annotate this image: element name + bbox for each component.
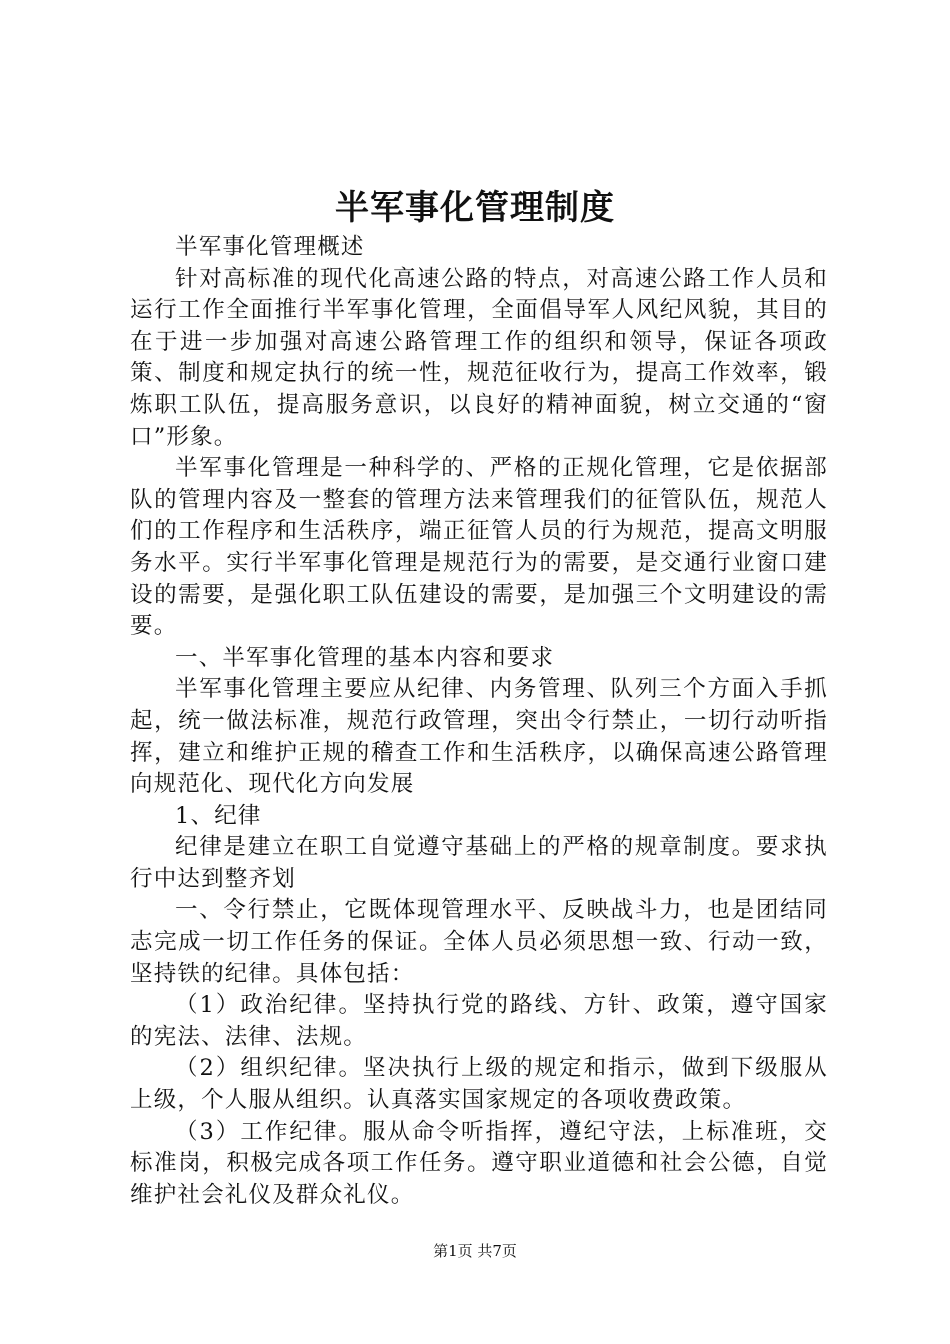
- list-item: （2）组织纪律。坚决执行上级的规定和指示，做到下级服从上级，个人服从组织。认真落实国家规定的各项收费政策。: [130, 1055, 828, 1114]
- document-title: 半军事化管理制度: [335, 188, 615, 228]
- subsection-heading: 1、纪律: [175, 802, 262, 829]
- document-body: [130, 232, 828, 1211]
- paragraph: 半军事化管理是一种科学的、严格的正规化管理，它是依据部队的管理内容及一整套的管理方法来管理我们的征管队伍，规范人们的工作程序和生活秩序，端正征管人员的行为规范，提高文明服务水平。实行半军事化管理是规范行为的需要，是交通行业窗口建设的需要，是强化职工队伍建设的需要，是加强三个文明建设的需要。: [130, 455, 828, 640]
- paragraph: 半军事化管理主要应从纪律、内务管理、队列三个方面入手抓起，统一做法标准，规范行政管理，突出令行禁止，一切行动听指挥，建立和维护正规的稽查工作和生活秩序，以确保高速公路管理向规范化、现代化方向发展: [130, 676, 828, 798]
- list-item: （3）工作纪律。服从命令听指挥，遵纪守法，上标准班，交标准岗，积极完成各项工作任务。遵守职业道德和社会公德，自觉维护社会礼仪及群众礼仪。: [130, 1118, 828, 1208]
- paragraph: 一、令行禁止，它既体现管理水平、反映战斗力，也是团结同志完成一切工作任务的保证。全体人员必须思想一致、行动一致，坚持铁的纪律。具体包括：: [130, 897, 828, 987]
- page-footer: 第1页 共7页: [433, 1242, 517, 1260]
- section-heading: 一、半军事化管理的基本内容和要求: [175, 644, 555, 671]
- paragraph-overview-heading: 半军事化管理概述: [175, 234, 365, 260]
- list-item: （1）政治纪律。坚持执行党的路线、方针、政策，遵守国家的宪法、法律、法规。: [130, 992, 828, 1050]
- paragraph: 纪律是建立在职工自觉遵守基础上的严格的规章制度。要求执行中达到整齐划: [130, 834, 828, 892]
- paragraph: 针对高标准的现代化高速公路的特点，对高速公路工作人员和运行工作全面推行半军事化管理，全面倡导军人风纪风貌，其目的在于进一步加强对高速公路管理工作的组织和领导，保证各项政策、制度和规定执行的统一性，规范征收行为，提高工作效率，锻炼职工队伍，提高服务意识，以良好的精神面貌，树立交通的“窗口”形象。: [130, 265, 828, 450]
